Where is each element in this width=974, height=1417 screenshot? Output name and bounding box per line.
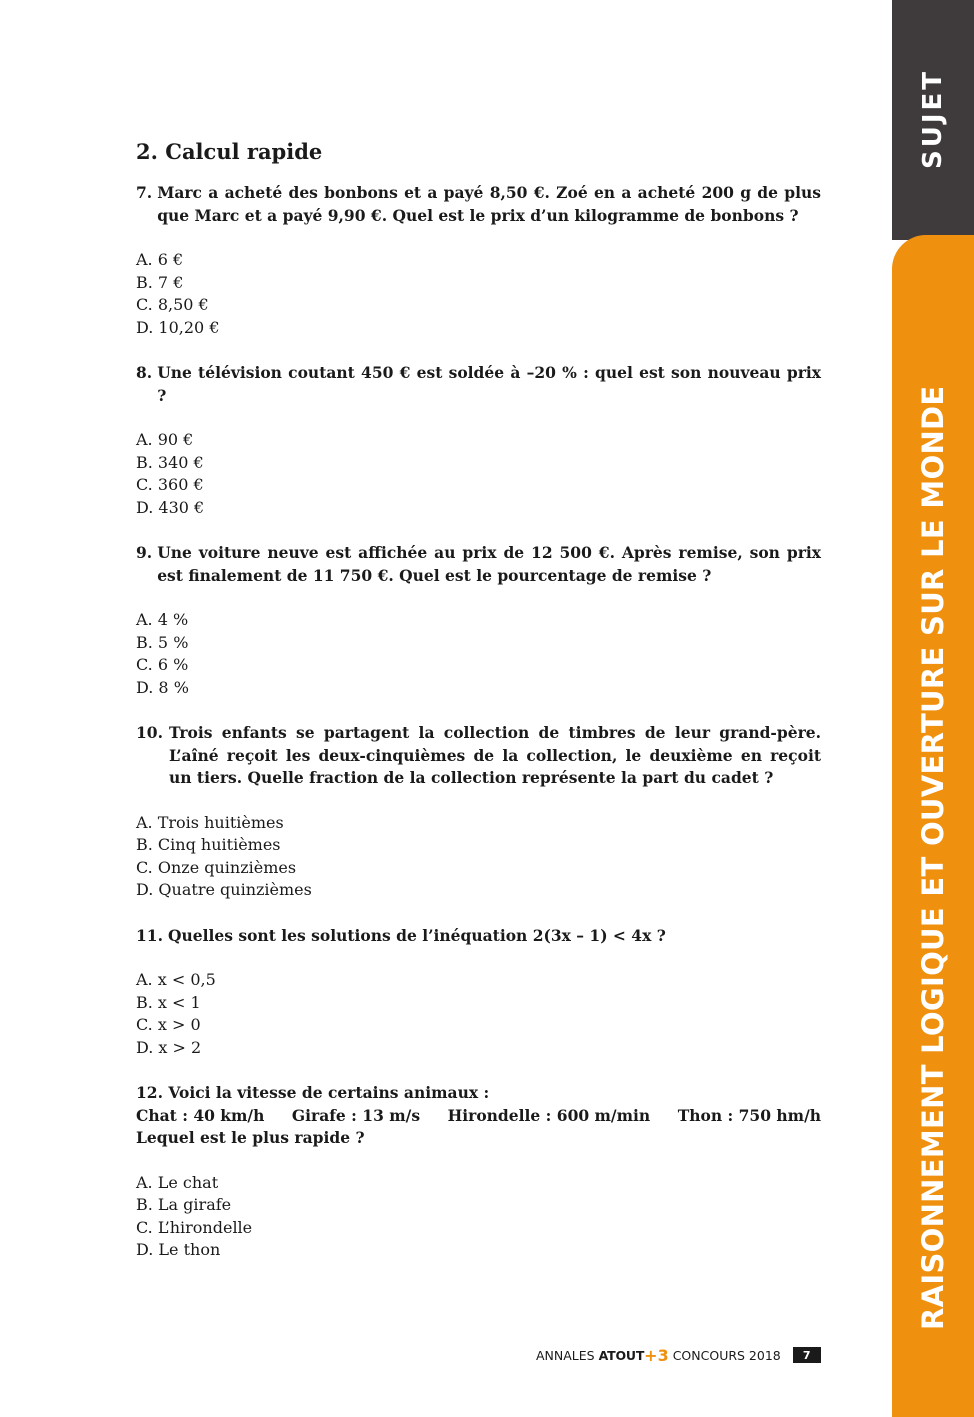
question-8 (136, 362, 821, 407)
answer-option: C. Onze quinzièmes (136, 857, 297, 877)
answer-option: B. 340 € (136, 452, 204, 472)
question-number: 8. (136, 363, 153, 382)
answer-list (136, 609, 821, 699)
question-text: Trois enfants se partagent la collection de timbres de leur grand-père. L’aîné reçoit les deux-cinquièmes de la collection, le deuxième en reçoit un tiers. Quelle fraction de la collection représente la part du cadet ? (168, 723, 821, 787)
question-text: Lequel est le plus rapide ? (136, 1128, 365, 1147)
answer-option: C. L’hirondelle (136, 1217, 253, 1237)
footer-brand: ATOUT (598, 1347, 645, 1363)
answer-option: A. 90 € (136, 430, 194, 449)
question-text: Une télévision coutant 450 € est soldée à –20 % : quel est son nouveau prix ? (157, 363, 821, 405)
answer-option: B. x < 1 (136, 992, 201, 1012)
question-number: 12. (136, 1083, 163, 1102)
question-number: 10. (136, 723, 163, 742)
answer-list (136, 249, 821, 339)
animal-speeds (136, 1105, 821, 1128)
question-number: 9. (136, 543, 153, 562)
question-block (136, 722, 821, 902)
question-number: 7. (136, 183, 153, 202)
question-text: Quelles sont les solutions de l’inéquation 2(3x – 1) < 4x ? (167, 925, 666, 945)
section-title: 2. Calcul rapide (136, 139, 323, 164)
question-intro: Voici la vitesse de certains animaux : (168, 1083, 490, 1102)
answer-option: A. 4 % (136, 610, 189, 629)
footer-suffix: CONCOURS 2018 (672, 1347, 781, 1363)
question-9 (136, 542, 821, 587)
question-block (136, 362, 821, 519)
answer-option: D. 430 € (136, 497, 205, 517)
page-number: 7 (793, 1347, 821, 1363)
answer-option: C. 8,50 € (136, 295, 209, 314)
answer-option: A. Trois huitièmes (136, 812, 284, 832)
answer-option: B. 5 % (136, 632, 189, 652)
answer-option: B. La girafe (136, 1195, 232, 1214)
question-block (136, 182, 821, 339)
question-number: 11. (136, 925, 163, 945)
speed-hirondelle: Hirondelle : 600 m/min (447, 1105, 651, 1125)
answer-option: D. 10,20 € (136, 317, 220, 337)
sidebar-sujet-label: SUJET (918, 69, 948, 170)
answer-list (136, 969, 821, 1059)
page-footer (536, 1344, 821, 1366)
question-10 (136, 722, 821, 790)
speed-thon: Thon : 750 hm/h (677, 1105, 821, 1125)
answer-option: C. 360 € (136, 475, 204, 494)
answer-option: D. x > 2 (136, 1037, 202, 1057)
answer-option: C. 6 % (136, 655, 189, 674)
question-12 (136, 1082, 821, 1105)
question-7 (136, 182, 821, 227)
answer-option: D. Le thon (136, 1240, 221, 1259)
speed-chat: Chat : 40 km/h (136, 1105, 265, 1125)
answer-option: D. Quatre quinzièmes (136, 880, 312, 899)
question-block (136, 925, 821, 1060)
answer-list (136, 1172, 821, 1262)
answer-option: A. Le chat (136, 1172, 219, 1192)
answer-list (136, 812, 821, 902)
answer-option: D. 8 % (136, 677, 189, 697)
answer-option: A. 6 € (136, 250, 184, 269)
sidebar-section-title: RAISONNEMENT LOGIQUE ET OUVERTURE SUR LE MONDE (916, 385, 950, 1330)
question-block (136, 1082, 821, 1262)
question-text: Une voiture neuve est affichée au prix de 12 500 €. Après remise, son prix est finalement de 11 750 €. Quel est le pourcentage de remise ? (157, 543, 821, 585)
answer-option: C. x > 0 (136, 1015, 201, 1034)
speed-girafe: Girafe : 13 m/s (291, 1105, 421, 1125)
question-block (136, 542, 821, 699)
footer-prefix: ANNALES (536, 1347, 595, 1363)
question-text: Marc a acheté des bonbons et a payé 8,50 €. Zoé en a acheté 200 g de plus que Marc et a payé 9,90 €. Quel est le prix d’un kilogramme de bonbons ? (157, 183, 821, 225)
answer-option: B. 7 € (136, 272, 184, 292)
page-content (136, 138, 821, 1285)
answer-option: B. Cinq huitièmes (136, 835, 281, 854)
answer-option: A. x < 0,5 (136, 970, 216, 989)
question-11 (136, 925, 821, 948)
answer-list (136, 429, 821, 519)
footer-plus3: +3 (644, 1345, 669, 1365)
